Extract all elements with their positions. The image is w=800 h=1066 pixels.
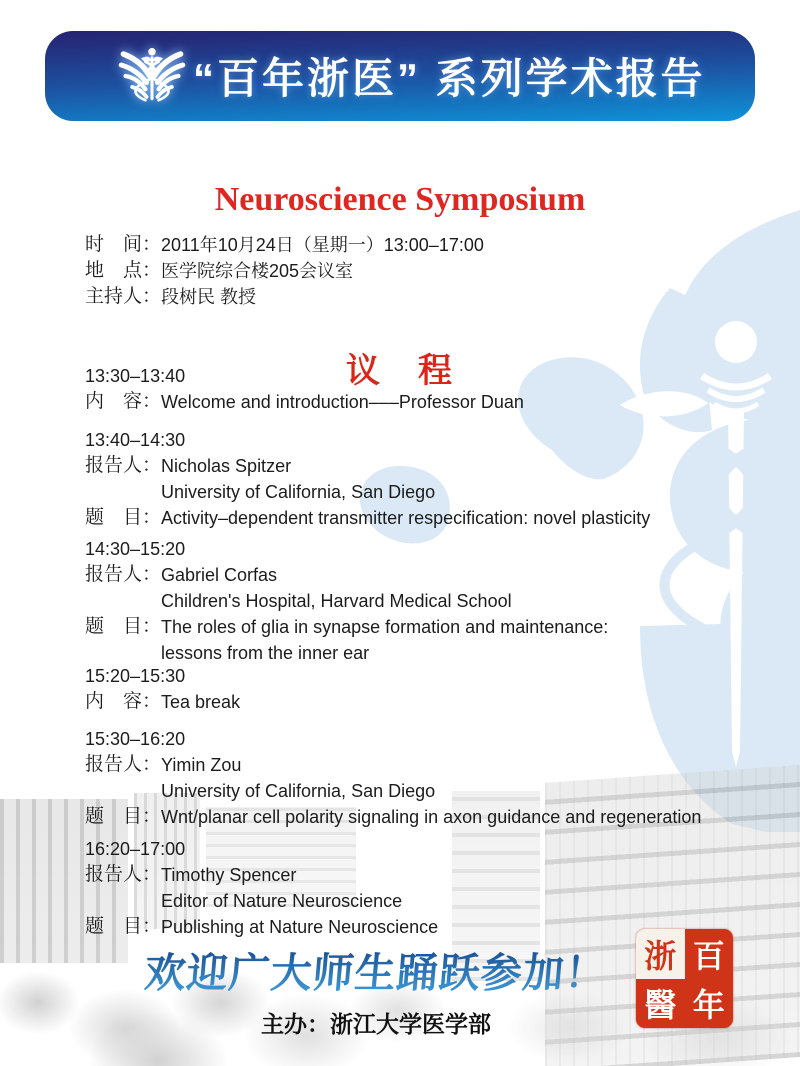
detail-value: 2011年10月24日（星期一）13:00–17:00 [161,235,484,255]
agenda-row [85,479,765,505]
detail-location [85,258,484,284]
row-text: Tea break [161,692,241,712]
row-label: 报告人： [85,564,162,585]
detail-host [85,284,484,310]
row-label: 报告人： [85,864,162,885]
detail-label: 时 间： [85,234,162,255]
row-label: 题 目： [85,616,162,637]
seal-char-zhe: 浙 [636,929,685,979]
agenda-item-6 [85,836,765,940]
agenda-row [85,804,765,830]
row-label [85,588,161,614]
agenda-item-3 [85,536,765,666]
row-text: University of California, San Diego [161,781,436,801]
agenda-time: 14:30–15:20 [85,539,186,559]
seal-char-nian: 年 [692,987,725,1024]
agenda-row [85,778,765,804]
row-text: Activity–dependent transmitter respecification: novel plasticity [161,508,651,528]
event-details [85,232,484,310]
agenda-row [85,888,765,914]
detail-label: 地 点： [85,260,162,281]
agenda-time: 13:40–14:30 [85,430,186,450]
row-text: Welcome and introduction–––Professor Duan [161,392,524,412]
agenda-row [85,752,765,778]
row-label: 报告人： [85,455,162,476]
row-label: 题 目： [85,507,162,528]
agenda-row [85,562,765,588]
row-text: Publishing at Nature Neuroscience [161,917,439,937]
agenda-row [85,588,765,614]
organizer-label: 主办： [261,1012,330,1037]
agenda-row [85,389,765,415]
row-text: Children's Hospital, Harvard Medical School [161,591,512,611]
row-label: 题 目： [85,806,162,827]
agenda-item-4 [85,663,765,715]
seal-char-yi: 醫 [644,987,677,1024]
row-text: Wnt/planar cell polarity signaling in axon guidance and regeneration [161,807,702,827]
detail-label: 主持人： [85,286,162,307]
agenda-time: 15:30–16:20 [85,729,186,749]
detail-time [85,232,484,258]
agenda-time: 16:20–17:00 [85,839,186,859]
banner [45,31,755,121]
agenda-row [85,453,765,479]
row-label [85,778,161,804]
welcome-message: 欢迎广大师生踊跃参加！ [142,940,609,999]
row-text: Timothy Spencer [161,865,297,885]
seal-char-bai: 百 [692,937,725,974]
agenda-row [85,862,765,888]
agenda-item-2 [85,427,765,531]
banner-title: “百年浙医” 系列学术报告 [193,55,706,102]
caduceus-logo-icon [115,43,189,109]
row-text: The roles of glia in synapse formation and maintenance: [161,617,609,637]
agenda-item-5 [85,726,765,830]
row-text: Gabriel Corfas [161,565,278,585]
row-label: 题 目： [85,916,162,937]
agenda-time: 13:30–13:40 [85,366,186,386]
agenda-time: 15:20–15:30 [85,666,186,686]
row-label [85,479,161,505]
row-text: Yimin Zou [161,755,242,775]
organizer-name: 浙江大学医学部 [330,1012,491,1037]
row-text: Nicholas Spitzer [161,456,292,476]
page-title: Neuroscience Symposium [214,180,586,218]
detail-value: 段树民 教授 [161,287,257,307]
row-label: 报告人： [85,754,162,775]
detail-value: 医学院综合楼205会议室 [161,261,354,281]
row-text: University of California, San Diego [161,482,436,502]
agenda-heading: 议 程 [346,352,454,391]
agenda-item-1 [85,363,765,415]
agenda-row [85,689,765,715]
row-label [85,888,161,914]
agenda-row [85,614,765,640]
agenda-row [85,505,765,531]
seal-stamp [636,929,733,1028]
row-label: 内 容： [85,691,162,712]
row-text: lessons from the inner ear [161,643,370,663]
row-label: 内 容： [85,391,162,412]
row-text: Editor of Nature Neuroscience [161,891,403,911]
